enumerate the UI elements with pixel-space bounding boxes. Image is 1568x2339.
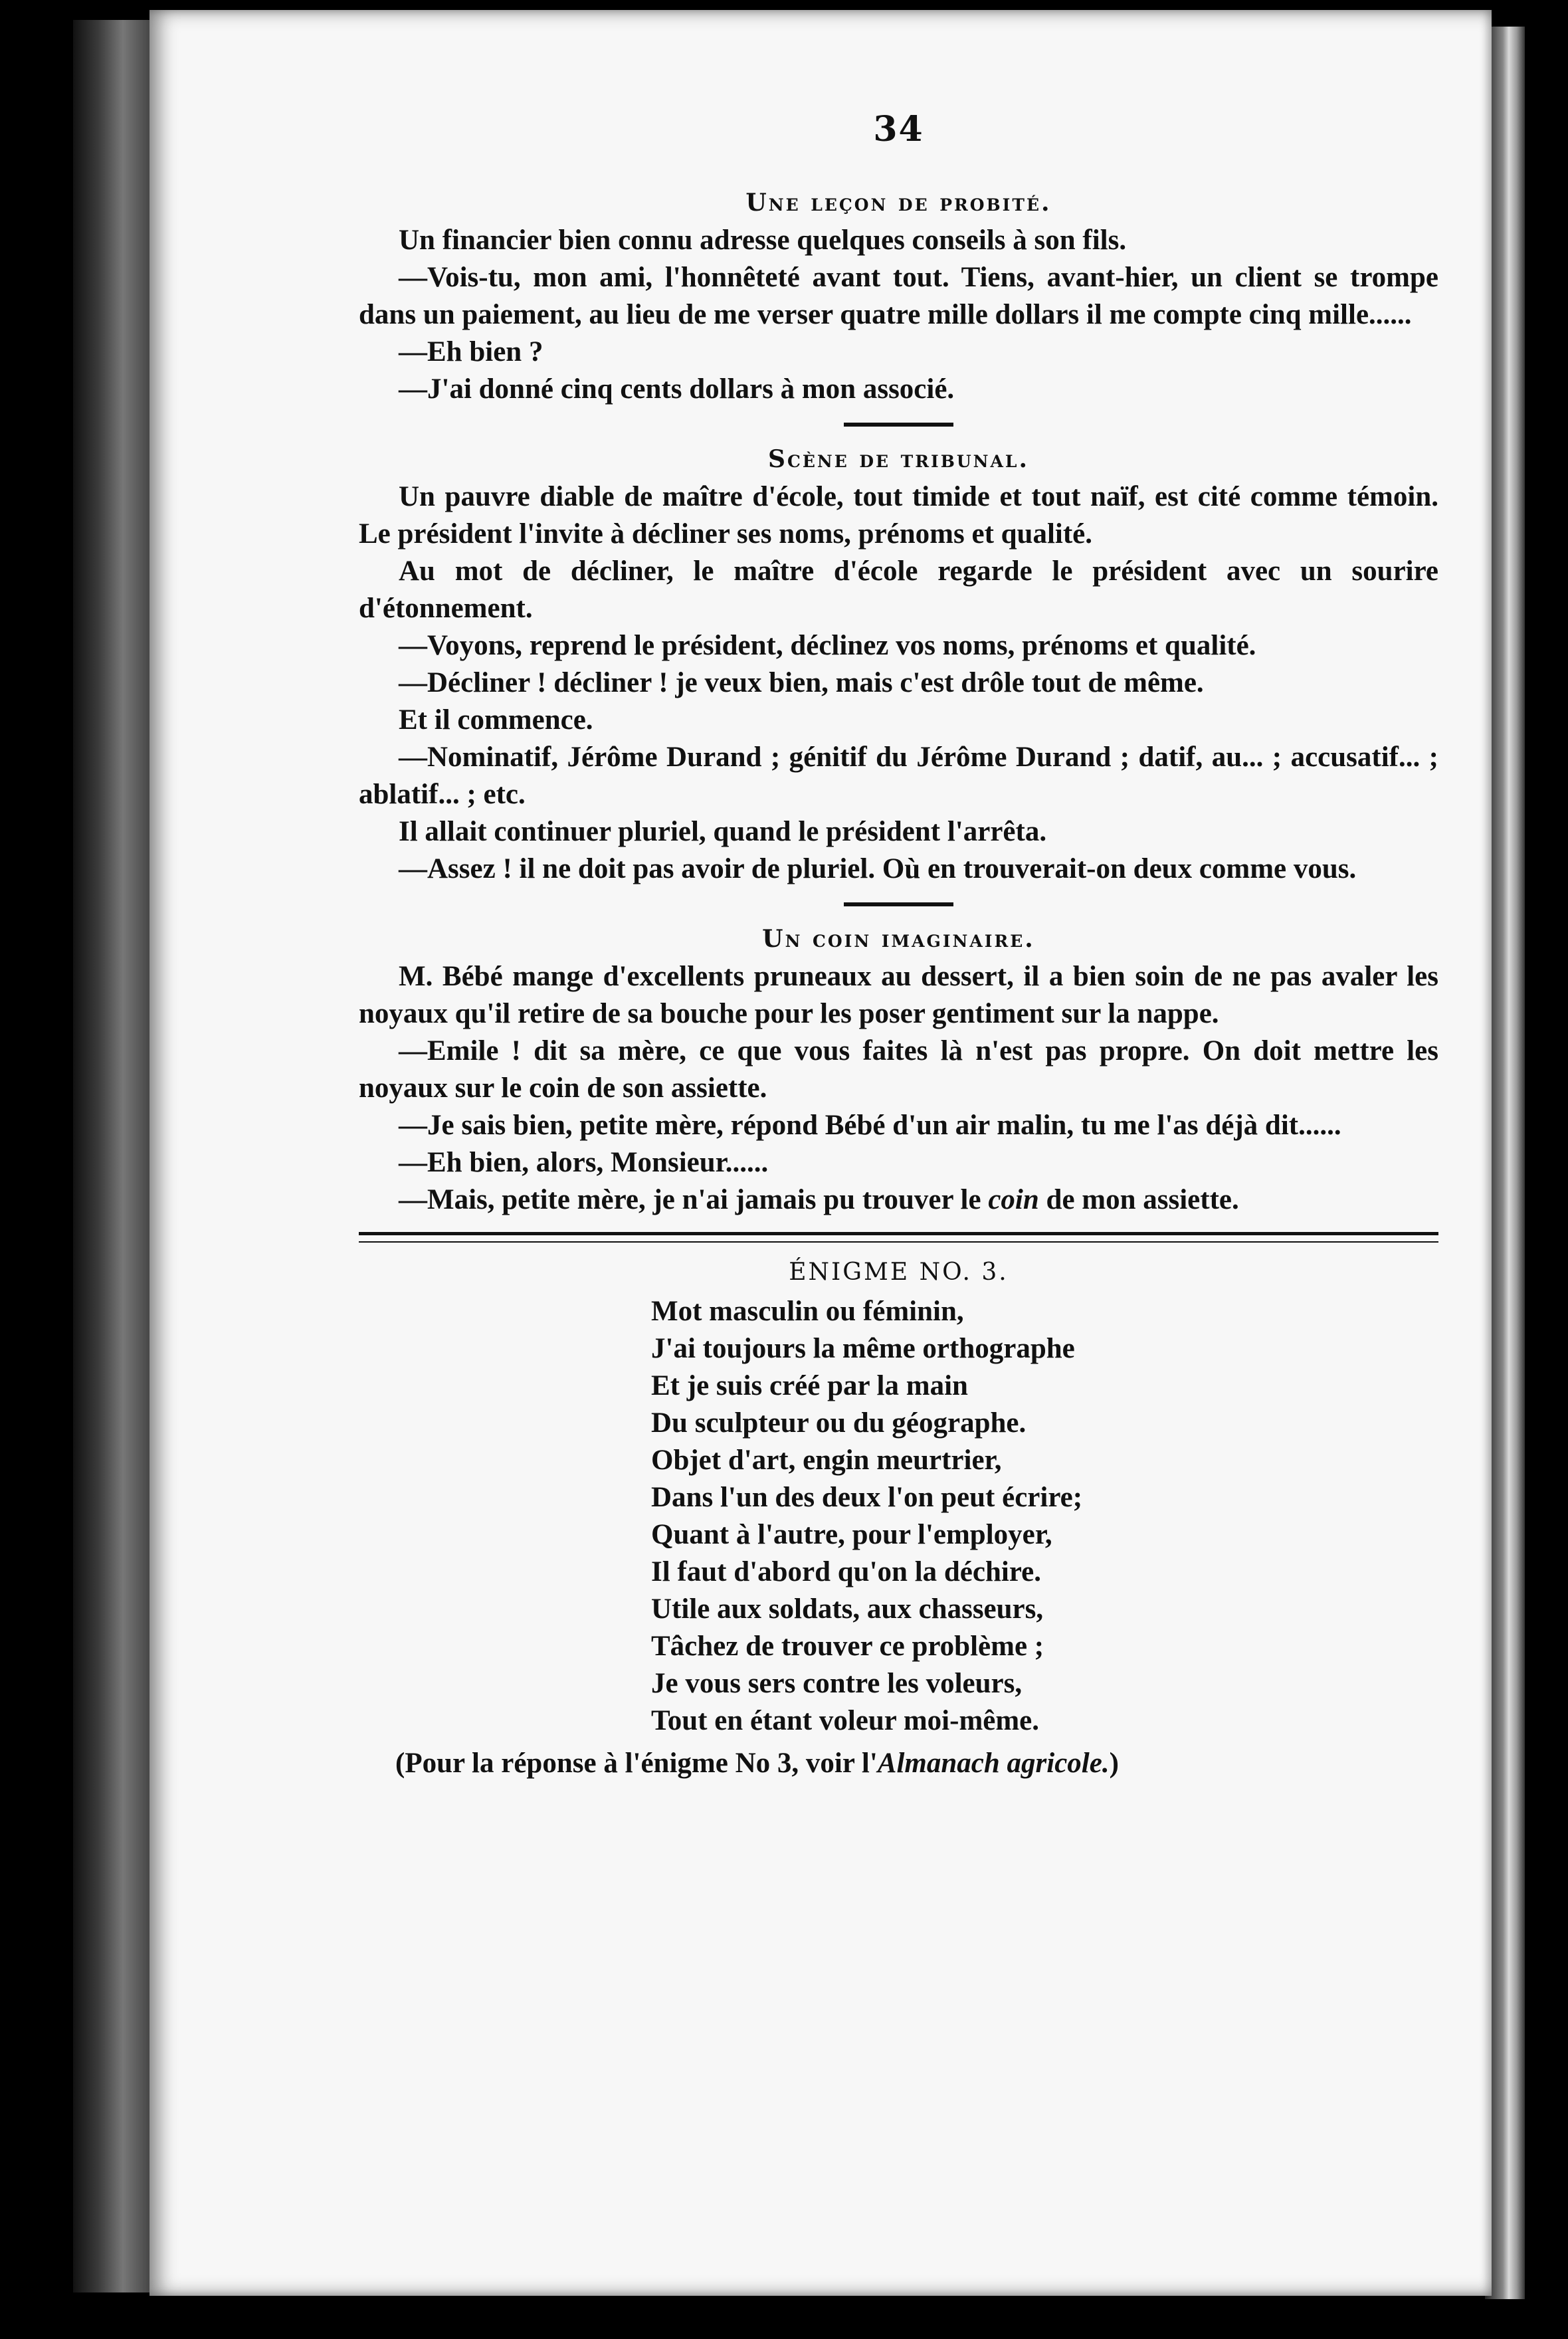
- paragraph: —Assez ! il ne doit pas avoir de pluriel. Où en trouverait-on deux comme vous.: [399, 853, 1357, 884]
- paragraph: —Eh bien, alors, Monsieur......: [399, 1147, 769, 1178]
- section-title: Une leçon de probité.: [745, 189, 1052, 217]
- paragraph: —Voyons, reprend le président, déclinez vos noms, prénoms et qualité.: [399, 630, 1256, 661]
- text-run: ): [1109, 1748, 1119, 1779]
- poem-line: Utile aux soldats, aux chasseurs,: [651, 1593, 1044, 1625]
- section-title: Scène de tribunal.: [767, 445, 1030, 473]
- page-number: 34: [873, 109, 924, 150]
- paragraph: M. Bébé mange d'excellents pruneaux au dessert, il a bien soin de ne pas avaler les noyaux qu'il retire de sa bouche pour les poser gentiment sur la nappe.: [359, 961, 1438, 1029]
- paragraph: —Emile ! dit sa mère, ce que vous faites là n'est pas propre. On doit mettre les noyaux sur le coin de son assiette.: [359, 1035, 1438, 1104]
- section-tribunal: [359, 443, 1438, 888]
- poem-line: Du sculpteur ou du géographe.: [651, 1407, 1027, 1439]
- section-divider: [844, 423, 953, 427]
- paragraph: Il allait continuer pluriel, quand le président l'arrêta.: [399, 816, 1047, 847]
- poem-line: Tâchez de trouver ce problème ;: [651, 1631, 1044, 1662]
- paragraph: —Nominatif, Jérôme Durand ; génitif du Jérôme Durand ; datif, au... ; accusatif... ; ablatif... ; etc.: [359, 742, 1438, 810]
- paragraph: —J'ai donné cinq cents dollars à mon associé.: [399, 373, 955, 405]
- paragraph: —Décliner ! décliner ! je veux bien, mais c'est drôle tout de même.: [399, 667, 1204, 698]
- paragraph: Un financier bien connu adresse quelques conseils à son fils.: [399, 225, 1127, 256]
- paragraph: Un pauvre diable de maître d'école, tout timide et tout naïf, est cité comme témoin. Le président l'invite à décliner ses noms, prénoms et qualité.: [359, 481, 1438, 550]
- poem-line: Et je suis créé par la main: [651, 1370, 968, 1401]
- text-run: —Mais, petite mère, je n'ai jamais pu trouver le: [399, 1184, 989, 1215]
- section-coin: [359, 922, 1438, 1219]
- poem-line: J'ai toujours la même orthographe: [651, 1333, 1075, 1364]
- paragraph: —Eh bien ?: [399, 336, 543, 367]
- double-rule-divider: [359, 1232, 1438, 1243]
- poem: [651, 1293, 1438, 1740]
- text-column: [359, 110, 1438, 1782]
- poem-line: Mot masculin ou féminin,: [651, 1296, 964, 1327]
- enigma-section: [359, 1256, 1438, 1782]
- enigma-title: ÉNIGME NO. 3.: [789, 1259, 1009, 1286]
- paragraph: Au mot de décliner, le maître d'école regarde le président avec un sourire d'étonnement.: [359, 556, 1438, 624]
- poem-line: Quant à l'autre, pour l'employer,: [651, 1519, 1052, 1550]
- paragraph: —Je sais bien, petite mère, répond Bébé d'un air malin, tu me l'as déjà dit......: [399, 1110, 1341, 1141]
- text-run: (Pour la réponse à l'énigme No 3, voir l': [395, 1748, 878, 1779]
- section-probite: [359, 186, 1438, 408]
- paragraph: [359, 1181, 1438, 1219]
- paragraph: Et il commence.: [399, 704, 593, 736]
- italic-text: coin: [988, 1184, 1039, 1215]
- italic-text: Almanach agricole.: [877, 1748, 1110, 1779]
- section-divider: [844, 902, 953, 906]
- text-run: de mon assiette.: [1038, 1184, 1239, 1215]
- poem-line: Tout en étant voleur moi-même.: [651, 1705, 1040, 1736]
- poem-line: Objet d'art, engin meurtrier,: [651, 1445, 1002, 1476]
- answer-note: [359, 1745, 1438, 1782]
- poem-line: Je vous sers contre les voleurs,: [651, 1668, 1023, 1699]
- paragraph: —Vois-tu, mon ami, l'honnêteté avant tout. Tiens, avant-hier, un client se trompe dans un paiement, au lieu de me verser quatre mille dollars il me compte cinq mille......: [359, 262, 1438, 330]
- section-title: Un coin imaginaire.: [762, 925, 1035, 953]
- poem-line: Dans l'un des deux l'on peut écrire;: [651, 1482, 1083, 1513]
- poem-line: Il faut d'abord qu'on la déchire.: [651, 1556, 1041, 1587]
